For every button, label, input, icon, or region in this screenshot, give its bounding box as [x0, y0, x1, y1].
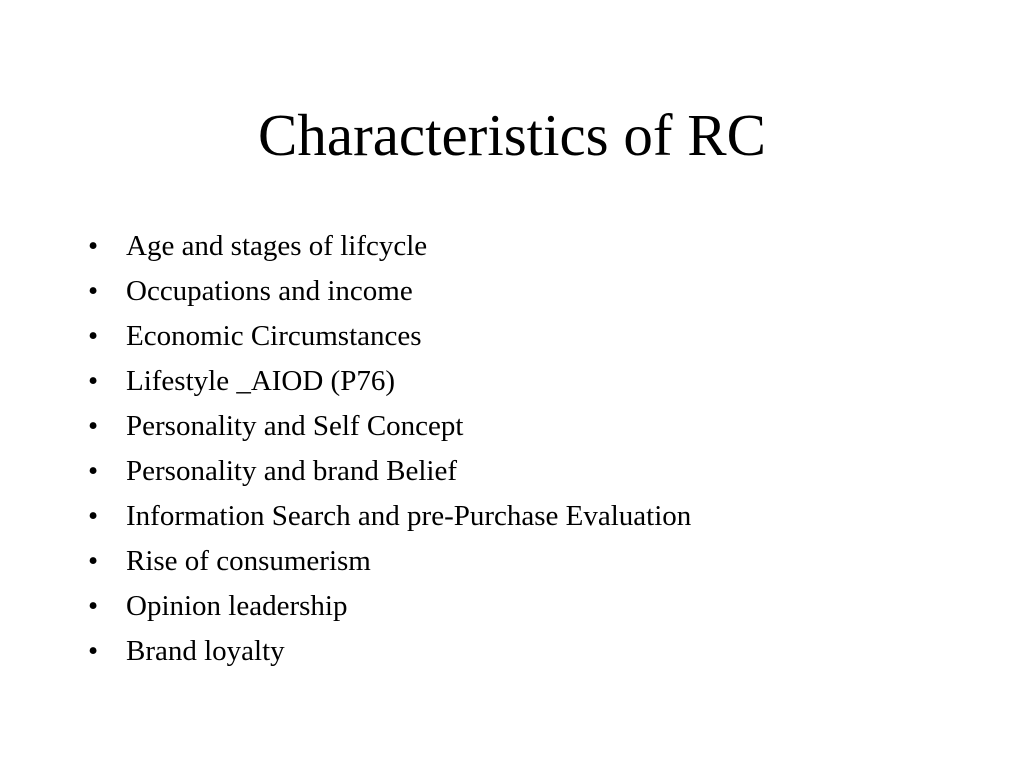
list-item [86, 269, 966, 314]
bullet-icon: • [88, 365, 99, 397]
list-item-text: Occupations and income [126, 275, 413, 307]
list-item-text: Opinion leadership [126, 590, 348, 622]
list-item [86, 314, 966, 359]
list-item-text: Personality and brand Belief [126, 455, 457, 487]
bullet-icon: • [88, 545, 99, 577]
list-item [86, 539, 966, 584]
bullet-list [86, 224, 966, 674]
list-item [86, 359, 966, 404]
list-item-text: Information Search and pre-Purchase Evaluation [126, 500, 692, 532]
slide-title: Characteristics of RC [258, 102, 766, 168]
list-item [86, 584, 966, 629]
list-item [86, 224, 966, 269]
list-item-text: Rise of consumerism [126, 545, 371, 577]
bullet-icon: • [88, 275, 99, 307]
list-item [86, 404, 966, 449]
bullet-icon: • [88, 500, 99, 532]
list-item-text: Lifestyle _AIOD (P76) [126, 365, 396, 397]
bullet-icon: • [88, 230, 99, 262]
bullet-icon: • [88, 320, 99, 352]
bullet-icon: • [88, 455, 99, 487]
list-item [86, 494, 966, 539]
list-item-text: Brand loyalty [126, 635, 285, 667]
bullet-icon: • [88, 590, 99, 622]
list-item-text: Economic Circumstances [126, 320, 422, 352]
bullet-icon: • [88, 410, 99, 442]
list-item [86, 449, 966, 494]
list-item [86, 629, 966, 674]
list-item-text: Personality and Self Concept [126, 410, 464, 442]
list-item-text: Age and stages of lifcycle [126, 230, 428, 262]
bullet-icon: • [88, 635, 99, 667]
